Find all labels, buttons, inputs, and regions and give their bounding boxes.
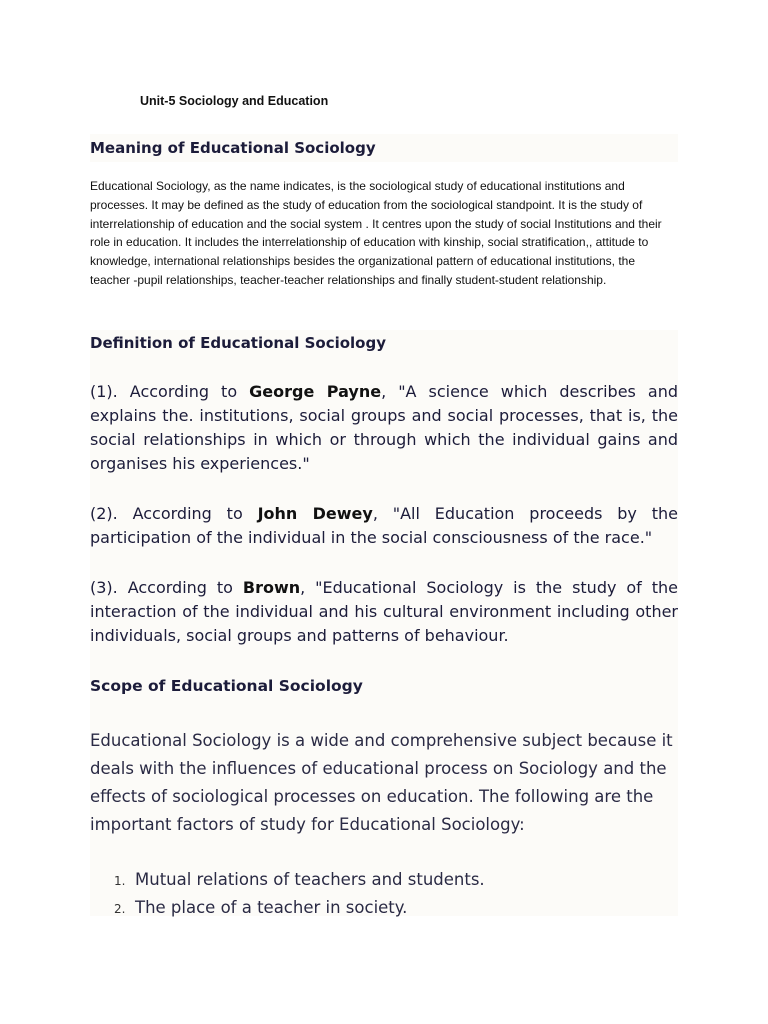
list-number: 1. — [114, 874, 126, 888]
meaning-heading: Meaning of Educational Sociology — [90, 139, 376, 157]
definition-prefix: (3). According to — [90, 578, 243, 597]
list-number: 2. — [114, 902, 126, 916]
definition-prefix: (1). According to — [90, 382, 250, 401]
author-name: John Dewey — [257, 504, 373, 523]
definition-prefix: (2). According to — [90, 504, 258, 523]
definition-quote: , "A science which describes and explains the. institutions, social groups and social processes, that is, the social relationships in which or through which the individual gains and organises his experiences." — [90, 382, 678, 473]
author-name: Brown — [242, 578, 301, 597]
definitions-list — [90, 380, 678, 674]
definition-item — [90, 502, 678, 550]
list-item — [90, 894, 678, 922]
list-item-text: The place of a teacher in society. — [135, 898, 408, 917]
scope-heading: Scope of Educational Sociology — [90, 677, 363, 695]
list-item — [90, 866, 678, 894]
list-item-text: Mutual relations of teachers and students. — [135, 870, 485, 889]
scope-factors-list — [90, 866, 678, 922]
meaning-paragraph: Educational Sociology, as the name indicates, is the sociological study of educational institutions and processes. It may be defined as the study of education from the sociological standpoint. It is the study of interrelationship of education and the social system . It centres upon the study of social Institutions and their role in education. It includes the interrelationship of education with kinship, social stratification,, attitude to knowledge, international relationships besides the organizational pattern of educational institutions, the teacher -pupil relationships, teacher-teacher relationships and finally student-student relationship. — [90, 179, 662, 287]
unit-title: Unit-5 Sociology and Education — [140, 94, 329, 108]
author-name: George Payne — [249, 382, 382, 401]
definition-quote: , "All Education proceeds by the participation of the individual in the social consciousness of the race." — [90, 504, 678, 547]
definition-heading: Definition of Educational Sociology — [90, 334, 387, 352]
definition-quote: , "Educational Sociology is the study of the interaction of the individual and his cultural environment including other individuals, social groups and patterns of behaviour. — [90, 578, 679, 645]
scope-paragraph: Educational Sociology is a wide and comprehensive subject because it deals with the influences of educational process on Sociology and the effects of sociological processes on education. The following are the important factors of study for Educational Sociology: — [90, 731, 673, 834]
definition-item — [90, 380, 678, 476]
definition-item — [90, 576, 678, 648]
